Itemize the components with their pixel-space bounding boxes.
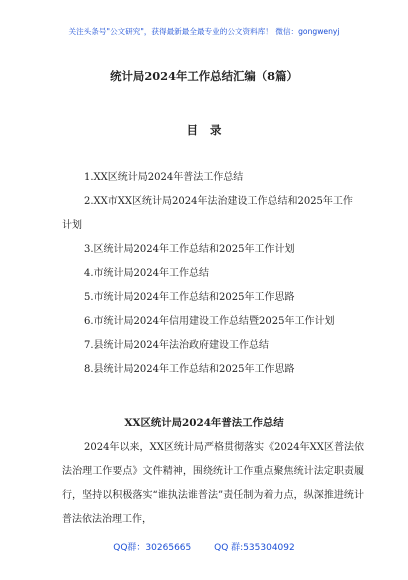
toc-item: 2.XX市XX区统计局2024年法治建设工作总结和2025年工作计划: [62, 196, 353, 231]
toc-item: 6.市统计局2024年信用建设工作总结暨2025年工作计划: [84, 316, 335, 327]
toc-heading: 目录: [186, 123, 234, 137]
footer-qq-groups: QQ群：30265665 QQ 群:535304092: [113, 543, 295, 553]
table-of-contents: [62, 166, 362, 382]
toc-item: 8.县统计局2024年工作总结和2025年工作思路: [84, 364, 295, 375]
document-title: 统计局2024年工作总结汇编（8篇）: [110, 69, 298, 83]
toc-item: 5.市统计局2024年工作总结和2025年工作思路: [84, 292, 295, 303]
section-title: XX区统计局2024年普法工作总结: [124, 417, 284, 429]
header-promo-text: 关注头条号"公文研究"，获得最新最全最专业的公文资料库！ 微信：gongwenyj: [68, 27, 340, 36]
toc-item: 1.XX区统计局2024年普法工作总结: [84, 172, 244, 183]
section-body-paragraph: 2024年以来，XX区统计局严格贯彻落实《2024年XX区普法依法治理工作要点》文件精神，围绕统计工作重点聚焦统计法定职责履行，坚持以积极落实“谁执法谁普法”责任制为着力点，纵深推进统计普法依法治理工作，: [62, 442, 364, 525]
toc-item: 7.县统计局2024年法治政府建设工作总结: [84, 340, 269, 351]
toc-item: 4.市统计局2024年工作总结: [84, 268, 209, 279]
toc-item: 3.区统计局2024年工作总结和2025年工作计划: [84, 244, 295, 255]
